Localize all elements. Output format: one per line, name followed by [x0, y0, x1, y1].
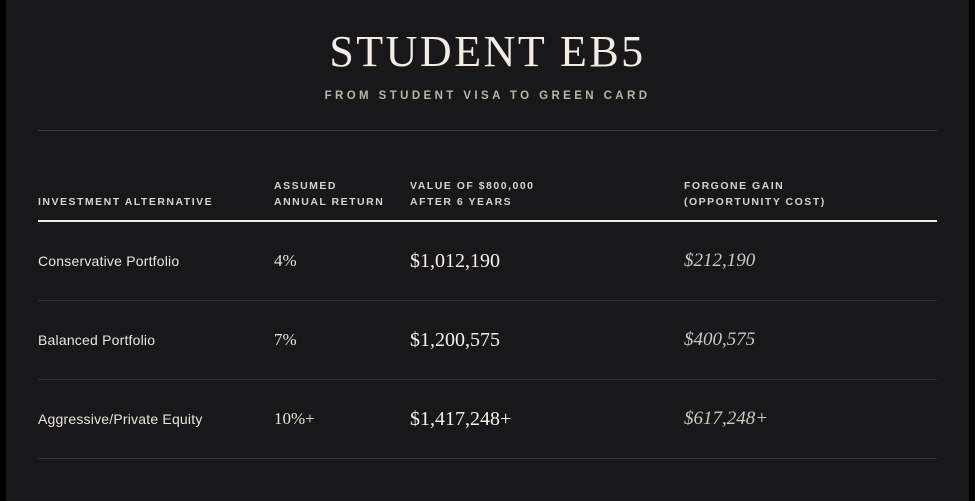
column-header-annual-return [274, 131, 410, 220]
column-header-annual-return-line2: ANNUAL RETURN [274, 195, 385, 208]
cell-alternative: Aggressive/Private Equity [38, 411, 203, 428]
cell-annual-return: 10%+ [274, 409, 315, 429]
table-body [38, 221, 937, 459]
table-header [38, 131, 937, 220]
table-row [38, 221, 937, 301]
page-subtitle: FROM STUDENT VISA TO GREEN CARD [324, 90, 651, 103]
cell-forgone-gain: $617,248+ [684, 408, 769, 430]
column-header-value-line1: VALUE OF $800,000 [410, 180, 535, 193]
investment-comparison-table [38, 131, 937, 458]
column-header-forgone-gain-line1: FORGONE GAIN [684, 180, 785, 193]
column-header-alternative [38, 131, 274, 220]
left-edge-bar [0, 0, 6, 501]
table-row [38, 300, 937, 379]
comparison-table-wrapper [38, 131, 937, 458]
column-header-forgone-gain-line2: (OPPORTUNITY COST) [684, 195, 826, 208]
cell-value-after-6-years: $1,200,575 [410, 328, 500, 351]
table-header-row [38, 131, 937, 220]
cell-value-after-6-years: $1,012,190 [410, 249, 500, 272]
cell-annual-return: 7% [274, 330, 297, 350]
cell-alternative: Conservative Portfolio [38, 253, 180, 270]
column-header-forgone-gain [684, 131, 937, 220]
cell-annual-return: 4% [274, 251, 297, 271]
page-title: STUDENT EB5 [329, 27, 646, 76]
column-header-annual-return-line1: ASSUMED [274, 180, 338, 193]
right-edge-bar [969, 0, 975, 501]
column-header-alternative-line1: INVESTMENT ALTERNATIVE [38, 195, 214, 208]
cell-forgone-gain: $400,575 [684, 329, 756, 351]
table-row [38, 379, 937, 458]
cell-forgone-gain: $212,190 [684, 250, 756, 272]
column-header-value-line2: AFTER 6 YEARS [410, 195, 513, 208]
page-header [0, 0, 975, 102]
cell-alternative: Balanced Portfolio [38, 332, 156, 349]
column-header-value [410, 131, 684, 220]
cell-value-after-6-years: $1,417,248+ [410, 407, 512, 430]
